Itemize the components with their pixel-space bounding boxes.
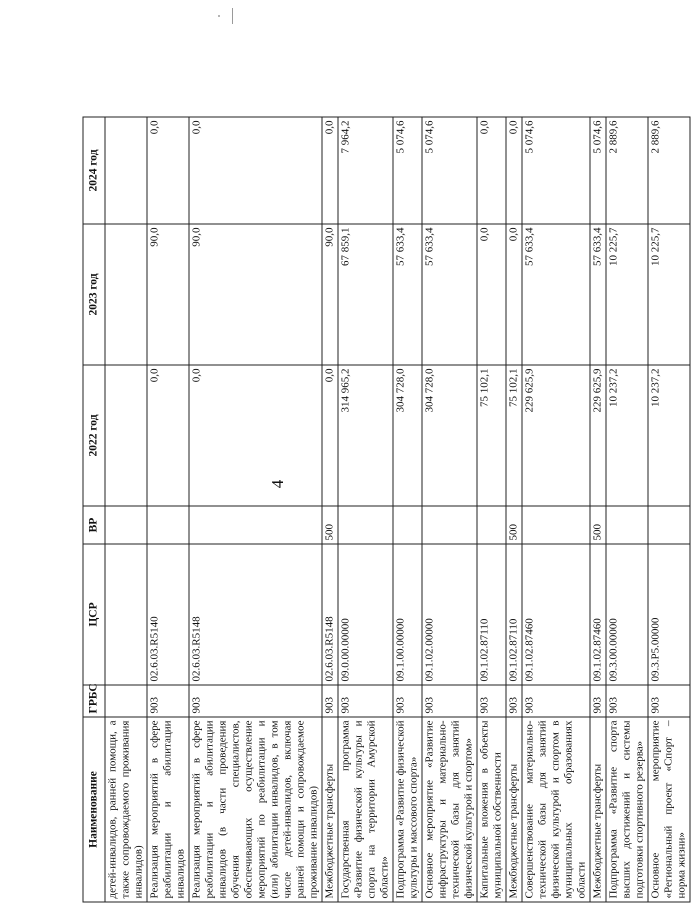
cell-vr [606,506,648,544]
header-csr: ЦСР [83,544,105,685]
budget-table [83,117,691,903]
cell-grbs: 903 [422,685,477,717]
cell-2023: 10 225,7 [606,224,648,365]
cell-2023: 57 633,4 [422,224,477,365]
cell-2022: 0,0 [147,365,189,506]
cell-csr: 02.6.03.R5148 [189,544,322,685]
cell-vr [422,506,477,544]
cell-vr [147,506,189,544]
cell-vr [393,506,422,544]
header-2023: 2023 год [83,224,105,365]
cell-name: Капитальные вложения в объекты муниципальной собственности [477,717,506,902]
cell-name: Подпрограмма «Развитие спорта высших достижений и системы подготовки спортивного резерва» [606,717,648,902]
table-row [422,117,477,902]
cell-csr: 09.1.02.00000 [422,544,477,685]
cell-2023: 0,0 [477,224,506,365]
scan-dot [218,15,220,17]
cell-2024: 2 889,6 [648,117,690,224]
cell-2023: 57 633,4 [590,224,606,365]
table-row [393,117,422,902]
cell-2022: 10 237,2 [606,365,648,506]
cell-2023: 90,0 [189,224,322,365]
cell-2023: 10 225,7 [648,224,690,365]
scan-mark [232,8,233,24]
cell-csr: 09.3.00.00000 [606,544,648,685]
cell-2023: 90,0 [322,224,338,365]
cell-2023: 57 633,4 [522,224,590,365]
cell-grbs: 903 [590,685,606,717]
page-number: 4 [268,479,287,489]
cell-name: Основное мероприятие «Региональный проект «Спорт – норма жизни» [648,717,690,902]
cell-grbs: 903 [393,685,422,717]
cell-name: Реализация мероприятий в сфере реабилитации и абилитации инвалидов [147,717,189,902]
cell-csr: 09.1.00.00000 [393,544,422,685]
cell-2024: 5 074,6 [522,117,590,224]
table-row [506,117,522,902]
header-name: Наименование [83,717,105,902]
cell-grbs: 903 [322,685,338,717]
cell-grbs: 903 [189,685,322,717]
cell-name: Межбюджетные трансферты [322,717,338,902]
table-row [189,117,322,902]
cell-csr: 09.1.02.87110 [506,544,522,685]
cell-csr: 09.1.02.87460 [590,544,606,685]
cell-grbs: 903 [606,685,648,717]
table-row [648,117,690,902]
cell-2024: 2 889,6 [606,117,648,224]
cell-2022: 10 237,2 [648,365,690,506]
header-grbs: ГРБС [83,685,105,717]
table-row [590,117,606,902]
cell-name: Реализация мероприятий в сфере реабилитации и абилитации инвалидов (в части проведения обучения специалистов, обеспечивающих осуществление мероприятий по реабилитации и (или) абилитации инвалидов, в том числе детей-инвалидов, включая ранней помощи и сопровождаемое проживание инвалидов) [189,717,322,902]
cell-2024: 0,0 [477,117,506,224]
cell-name: Государственная программа «Развитие физической культуры и спорта на территории Амурской области» [338,717,393,902]
cell-2024: 0,0 [147,117,189,224]
header-vr: ВР [83,506,105,544]
cell-2024: 5 074,6 [393,117,422,224]
table-row [477,117,506,902]
cell-2022 [105,365,147,506]
cell-vr [648,506,690,544]
header-2022: 2022 год [83,365,105,506]
cell-2022: 304 728,0 [422,365,477,506]
cell-2024: 7 964,2 [338,117,393,224]
cell-grbs: 903 [522,685,590,717]
cell-2024: 0,0 [189,117,322,224]
cell-name: Межбюджетные трансферты [506,717,522,902]
cell-grbs: 903 [147,685,189,717]
cell-2023: 67 859,1 [338,224,393,365]
cell-csr: 09.1.02.87110 [477,544,506,685]
header-2024: 2024 год [83,117,105,224]
cell-2022: 304 728,0 [393,365,422,506]
cell-grbs: 903 [338,685,393,717]
cell-name: детей-инвалидов, ранней помощи, а также сопровождаемого проживания инвалидов) [105,717,147,902]
budget-table-rotated [83,118,688,903]
cell-grbs: 903 [477,685,506,717]
cell-grbs: 903 [506,685,522,717]
cell-2024 [105,117,147,224]
cell-vr: 500 [506,506,522,544]
table-row [322,117,338,902]
cell-name: Основное мероприятие «Развитие инфраструктуры и материально-технической базы для занятий физической культурой и спортом» [422,717,477,902]
cell-2022: 229 625,9 [522,365,590,506]
table-row [147,117,189,902]
cell-2024: 0,0 [322,117,338,224]
cell-csr: 09.1.02.87460 [522,544,590,685]
cell-csr: 02.6.03.R5148 [322,544,338,685]
cell-grbs [105,685,147,717]
cell-vr [477,506,506,544]
cell-2022: 229 625,9 [590,365,606,506]
cell-vr: 500 [322,506,338,544]
cell-2023 [105,224,147,365]
cell-2022: 314 965,2 [338,365,393,506]
cell-2022: 75 102,1 [506,365,522,506]
table-body [105,117,690,902]
cell-vr [522,506,590,544]
cell-2022: 75 102,1 [477,365,506,506]
cell-grbs: 903 [648,685,690,717]
cell-2023: 90,0 [147,224,189,365]
cell-name: Подпрограмма «Развитие физической культуры и массового спорта» [393,717,422,902]
cell-2024: 0,0 [506,117,522,224]
cell-csr: 09.0.00.00000 [338,544,393,685]
cell-2022: 0,0 [189,365,322,506]
table-header-row [83,117,105,902]
cell-vr [105,506,147,544]
cell-vr: 500 [590,506,606,544]
cell-2023: 57 633,4 [393,224,422,365]
cell-vr [189,506,322,544]
cell-vr [338,506,393,544]
table-row [606,117,648,902]
cell-csr: 09.3.P5.00000 [648,544,690,685]
cell-name: Совершенствование материально-технической базы для занятий физической культурой и спортом в муниципальных образованиях области [522,717,590,902]
cell-2024: 5 074,6 [590,117,606,224]
table-row [338,117,393,902]
table-row [105,117,147,902]
cell-name: Межбюджетные трансферты [590,717,606,902]
cell-2024: 5 074,6 [422,117,477,224]
cell-csr: 02.6.03.R5140 [147,544,189,685]
cell-2023: 0,0 [506,224,522,365]
cell-2022: 0,0 [322,365,338,506]
table-row [522,117,590,902]
cell-csr [105,544,147,685]
